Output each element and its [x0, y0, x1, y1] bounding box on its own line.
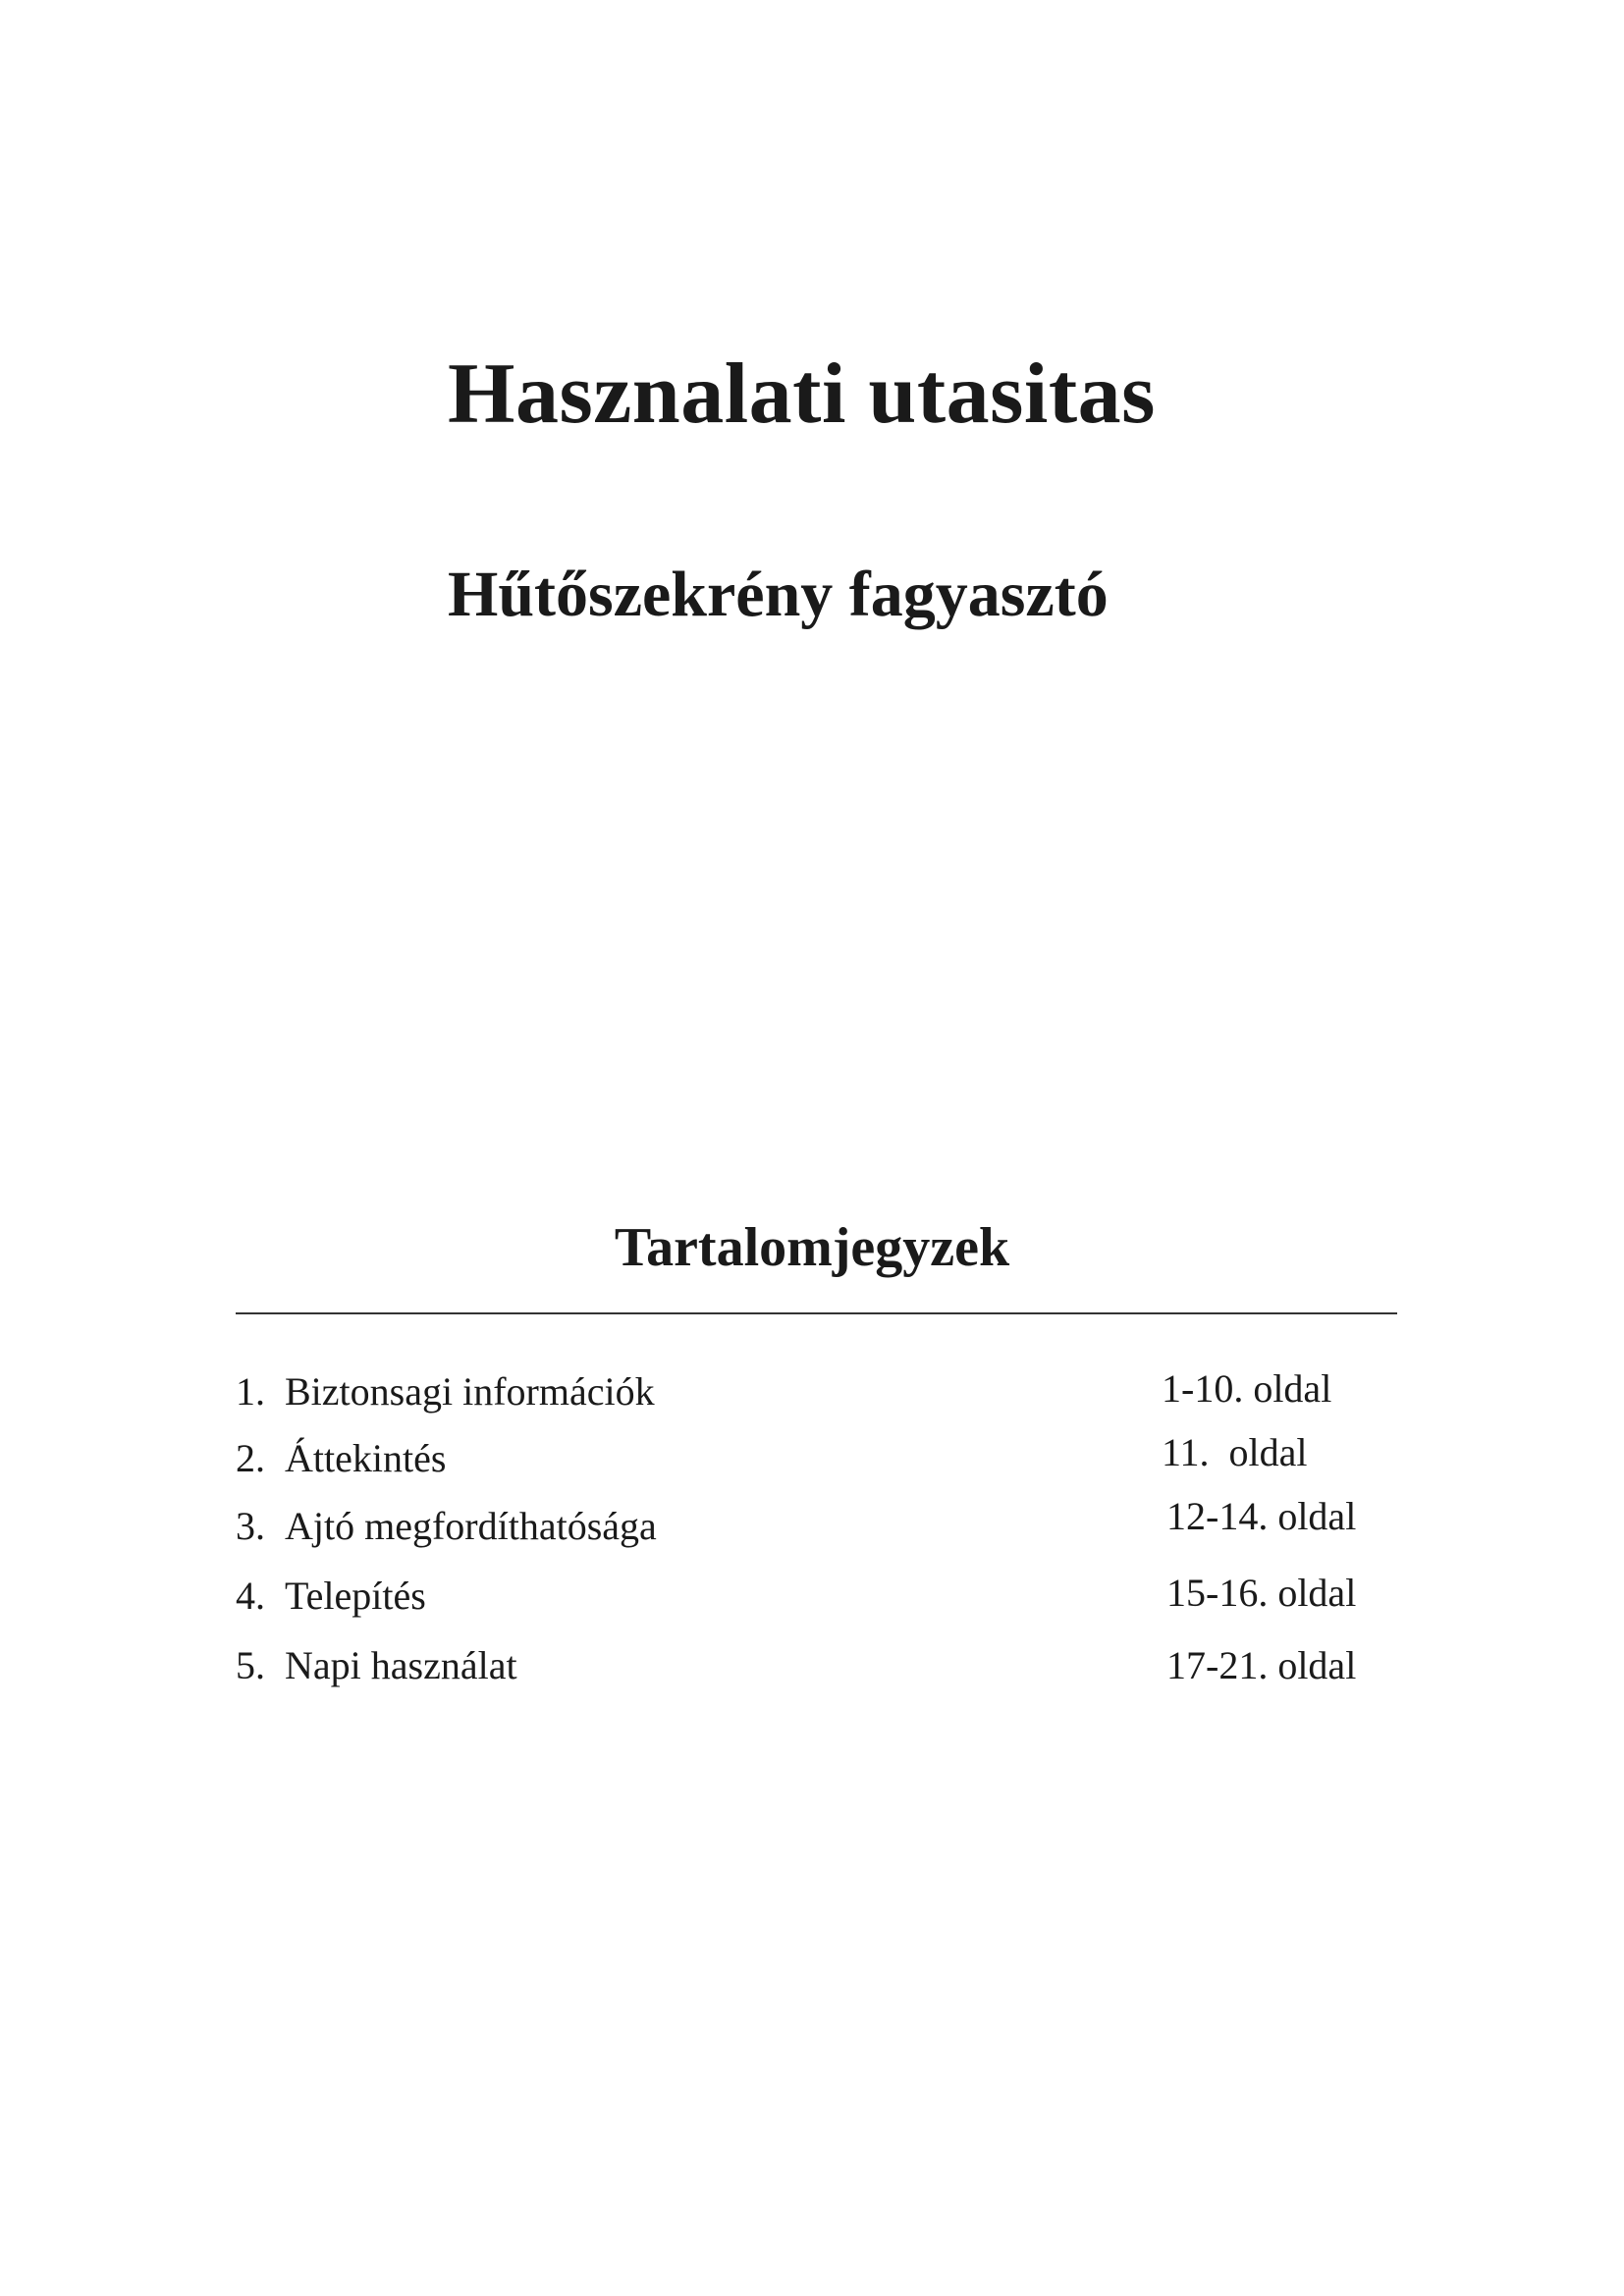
- toc-heading: Tartalomjegyzek: [614, 1217, 1010, 1278]
- toc-item-label: Telepítés: [285, 1574, 426, 1618]
- toc-item-1: [236, 1369, 655, 1414]
- toc-item-2-pages: 11. oldal: [1162, 1430, 1308, 1474]
- document-subtitle: Hűtőszekrény fagyasztó: [448, 559, 1109, 630]
- toc-item-number: 3.: [236, 1504, 265, 1548]
- toc-item-4: [236, 1576, 426, 1616]
- toc-item-4-pages: 15-16. oldal: [1166, 1571, 1357, 1615]
- toc-item-label: Biztonsagi információk: [285, 1369, 655, 1414]
- toc-divider: [236, 1312, 1397, 1314]
- toc-item-3-pages: 12-14. oldal: [1166, 1494, 1357, 1538]
- toc-item-label: Áttekintés: [285, 1436, 447, 1480]
- toc-item-5-pages: 17-21. oldal: [1166, 1643, 1357, 1687]
- toc-item-number: 2.: [236, 1436, 265, 1480]
- toc-item-number: 4.: [236, 1574, 265, 1618]
- toc-item-3: [236, 1504, 657, 1548]
- toc-item-1-pages: 1-10. oldal: [1162, 1366, 1332, 1411]
- toc-item-2: [236, 1436, 447, 1480]
- toc-item-label: Napi használat: [285, 1643, 517, 1687]
- toc-item-label: Ajtó megfordíthatósága: [285, 1504, 657, 1548]
- document-title: Hasznalati utasitas: [448, 347, 1156, 442]
- toc-item-number: 5.: [236, 1643, 265, 1687]
- toc-item-5: [236, 1643, 517, 1687]
- toc-item-number: 1.: [236, 1369, 265, 1414]
